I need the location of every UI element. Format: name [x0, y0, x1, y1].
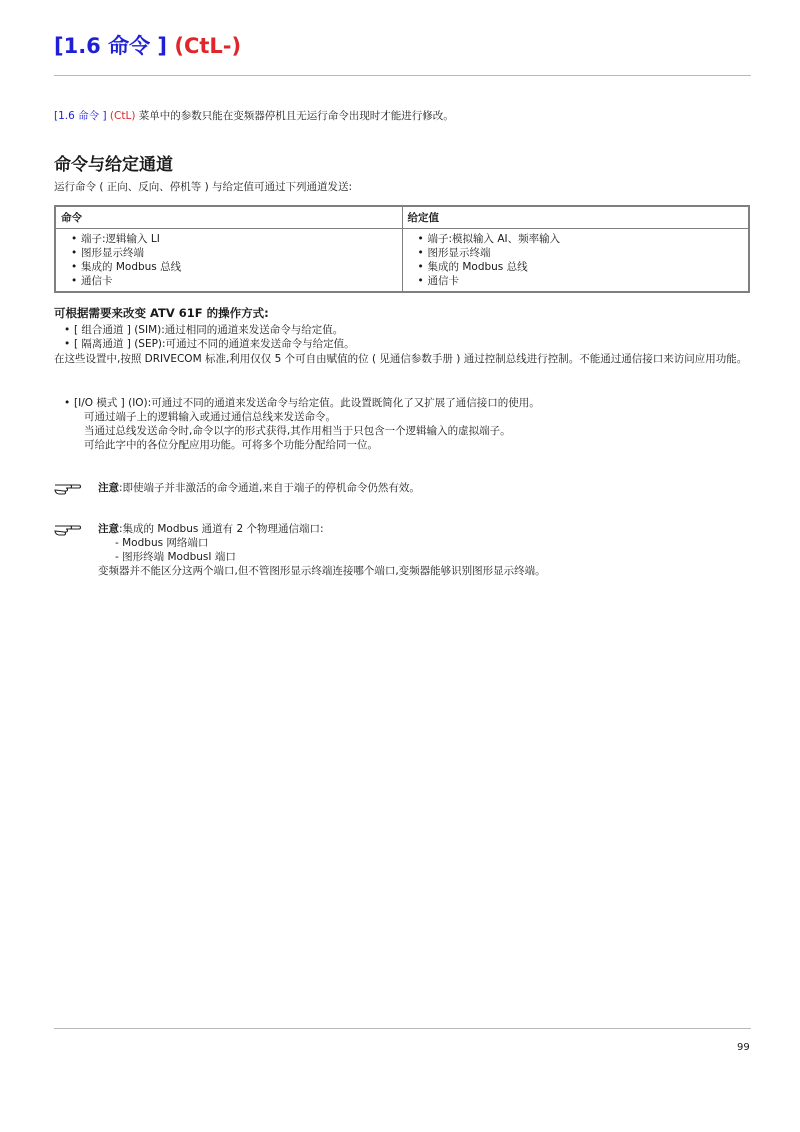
- pointing-hand-icon: [54, 521, 82, 537]
- note-label: 注意: [98, 523, 119, 535]
- list-item: • [ 组合通道 ] (SIM):通过相同的通道来发送命令与给定值。: [54, 323, 355, 337]
- intro-menu-name: [1.6 命令 ]: [54, 110, 107, 122]
- section-lead: 运行命令 ( 正向、反向、停机等 ) 与给定值可通过下列通道发送:: [54, 181, 353, 193]
- modes-heading: 可根据需要来改变 ATV 61F 的操作方式:: [54, 306, 269, 320]
- channels-table: [54, 205, 750, 293]
- note-line: - Modbus 网络端口: [115, 537, 209, 549]
- list-item: • [I/O 模式 ] (IO):可通过不同的通道来发送命令与给定值。此设置既简化了又扩展了通信接口的使用。: [54, 396, 754, 410]
- list-item: • 集成的 Modbus 总线: [408, 260, 744, 274]
- modes-paragraph: 在这些设置中,按照 DRIVECOM 标准,利用仅仅 5 个可自由赋值的位 ( 见通信参数手册 ) 通过控制总线进行控制。不能通过通信接口来访问应用功能。: [54, 353, 748, 365]
- list-item: • 通信卡: [408, 274, 744, 288]
- note-block: [54, 522, 754, 582]
- note-line: - 图形终端 ModbusI 端口: [115, 551, 236, 563]
- intro-paragraph: [54, 108, 454, 123]
- table-cell-references: [402, 229, 749, 292]
- list-item: • 图形显示终端: [408, 246, 744, 260]
- footer-divider: [54, 1028, 751, 1029]
- intro-menu-code: (CtL): [109, 110, 136, 122]
- note-block: [54, 481, 754, 497]
- io-line: 可给此字中的各位分配应用功能。可将多个功能分配给同一位。: [84, 439, 378, 451]
- list-item: • 端子:逻辑输入 LI: [61, 232, 397, 246]
- io-line: 当通过总线发送命令时,命令以字的形式获得,其作用相当于只包含一个逻辑输入的虚拟端子。: [84, 425, 511, 437]
- list-item: • [ 隔离通道 ] (SEP):可通过不同的通道来发送命令与给定值。: [54, 337, 355, 351]
- list-item: • 图形显示终端: [61, 246, 397, 260]
- page-title-code: (CtL-): [174, 34, 242, 58]
- note-label: 注意: [98, 482, 119, 494]
- note-text: :即使端子并非激活的命令通道,来自于端子的停机命令仍然有效。: [119, 482, 420, 494]
- note-line: 变频器并不能区分这两个端口,但不管图形显示终端连接哪个端口,变频器能够识别图形显示终端。: [98, 565, 546, 577]
- table-cell-commands: [56, 229, 403, 292]
- note-text: :集成的 Modbus 通道有 2 个物理通信端口:: [119, 523, 324, 535]
- page-number: 99: [737, 1042, 750, 1053]
- intro-text: 菜单中的参数只能在变频器停机且无运行命令出现时才能进行修改。: [135, 110, 454, 122]
- header-divider: [54, 75, 751, 76]
- list-item: • 集成的 Modbus 总线: [61, 260, 397, 274]
- list-item: • 端子:模拟输入 AI、频率输入: [408, 232, 744, 246]
- page-title-menu: [1.6 命令 ]: [54, 34, 168, 58]
- list-item: • 通信卡: [61, 274, 397, 288]
- io-line: 可通过端子上的逻辑输入或通过通信总线来发送命令。: [84, 411, 336, 423]
- table-header-reference: 给定值: [402, 207, 749, 229]
- page-title: [54, 30, 241, 60]
- pointing-hand-icon: [54, 480, 82, 496]
- table-header-command: 命令: [56, 207, 403, 229]
- modes-list: [54, 323, 355, 351]
- section-heading: 命令与给定通道: [54, 155, 173, 175]
- io-mode-block: [54, 396, 754, 452]
